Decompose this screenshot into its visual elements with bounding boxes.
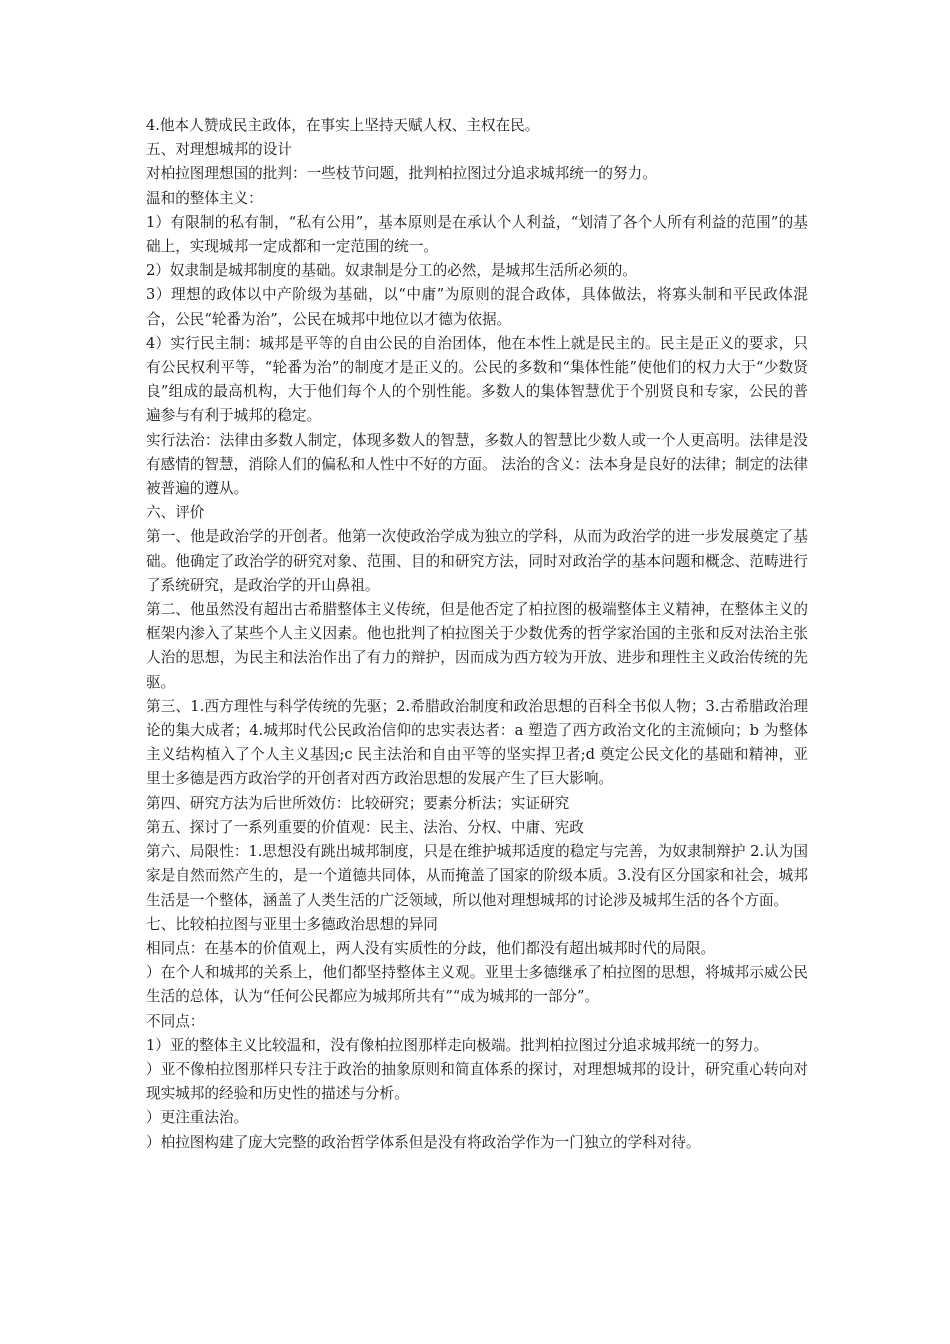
paragraph-evaluation-first: 第一、他是政治学的开创者。他第一次使政治学成为独立的学科，从而为政治学的进一步发展奠定了基础。他确定了政治学的研究对象、范围、目的和研究方法，同时对政治学的基本问题和概念、范畴进行了系统研究，是政治学的开山鼻祖。 [146,528,808,594]
section-heading-comparison: 七、比较柏拉图与亚里士多德政治思想的异同 [146,915,438,933]
paragraph-democracy: 4）实行民主制：城邦是平等的自由公民的自治团体，他在本性上就是民主的。民主是正义的要求，只有公民权利平等，“轮番为治”的制度才是正义的。公民的多数和“集体性能”使他们的权力大于“少数贤良”组成的最高机构，大于他们每个人的个别性能。多数人的集体智慧优于个别贤良和专家，公民的普遍参与有利于城邦的稳定。 [146,334,808,425]
paragraph-individual-city-relation: ）在个人和城邦的关系上，他们都坚持整体主义观。亚里士多德继承了柏拉图的思想，将城邦示威公民生活的总体，认为“任何公民都应为城邦所共有”“成为城邦的一部分”。 [146,964,808,1006]
paragraph-evaluation-fourth: 第四、研究方法为后世所效仿：比较研究；要素分析法；实证研究 [146,794,570,812]
paragraph-evaluation-sixth: 第六、局限性：1.思想没有跳出城邦制度，只是在维护城邦适度的稳定与完善，为奴隶制辩护 2.认为国家是自然而然产生的，是一个道德共同体，从而掩盖了国家的阶级本质。3.没有区分国家和社会，城邦生活是一个整体，涵盖了人类生活的广泛领域，所以他对理想城邦的讨论涉及城邦生活的各个方面。 [146,843,808,909]
paragraph-democracy-stance: 4.他本人赞成民主政体，在事实上坚持天赋人权、主权在民。 [146,117,540,134]
paragraph-difference-moderate: 1）亚的整体主义比较温和，没有像柏拉图那样走向极端。批判柏拉图过分追求城邦统一的努力。 [146,1036,769,1054]
paragraph-difference-empirical: ）亚不像柏拉图那样只专注于政治的抽象原则和简直体系的探讨，对理想城邦的设计，研究重心转向对现实城邦的经验和历史性的描述与分析。 [146,1060,808,1103]
paragraph-critique-of-republic: 对柏拉图理想国的批判：一些枝节问题，批判柏拉图过分追求城邦统一的努力。 [146,165,657,183]
paragraph-rule-of-law: 实行法治：法律由多数人制定，体现多数人的智慧，多数人的智慧比少数人或一个人更高明。法律是没有感情的智慧，消除人们的偏私和人性中不好的方面。 法治的含义：法本身是良好的法律；制定的法律被普遍的遵从。 [146,431,808,498]
document-body [146,114,808,1155]
paragraph-moderate-holism-label: 温和的整体主义： [146,189,263,207]
paragraph-differences-label: 不同点： [146,1012,205,1030]
paragraph-similarities: 相同点：在基本的价值观上，两人没有实质性的分歧，他们都没有超出城邦时代的局限。 [146,939,716,957]
paragraph-limited-private-property: 1）有限制的私有制，“私有公用”，基本原则是在承认个人利益，“划清了各个人所有利益的范围”的基础上，实现城邦一定成都和一定范围的统一。 [146,213,808,256]
paragraph-evaluation-second: 第二、他虽然没有超出古希腊整体主义传统，但是他否定了柏拉图的极端整体主义精神，在整体主义的框架内渗入了某些个人主义因素。他也批判了柏拉图关于少数优秀的哲学家治国的主张和反对法治主张人治的思想，为民主和法治作出了有力的辩护，因而成为西方较为开放、进步和理性主义政治传统的先驱。 [146,601,808,691]
paragraph-evaluation-fifth: 第五、探讨了一系列重要的价值观：民主、法治、分权、中庸、宪政 [146,818,584,836]
paragraph-slavery-basis: 2）奴隶制是城邦制度的基础。奴隶制是分工的必然，是城邦生活所必须的。 [146,262,637,280]
paragraph-evaluation-third: 第三、1.西方理性与科学传统的先驱；2.希腊政治制度和政治思想的百科全书似人物；3.古希腊政治理论的集大成者；4.城邦时代公民政治信仰的忠实表达者：a 塑造了西方政治文化的主流倾向；b 为整体主义结构植入了个人主义基因;c 民主法治和自由平等的坚实捍卫者;d 奠定公民文化的基础和精神，亚里士多德是西方政治学的开创者对西方政治思想的发展产生了巨大影响。 [146,697,808,788]
section-heading-evaluation: 六、评价 [146,504,205,522]
paragraph-difference-discipline: ）柏拉图构建了庞大完整的政治哲学体系但是没有将政治学作为一门独立的学科对待。 [146,1133,701,1151]
section-heading-ideal-city-design: 五、对理想城邦的设计 [146,141,292,159]
paragraph-difference-rule-of-law: ）更注重法治。 [146,1109,249,1127]
paragraph-middle-class-polity: 3）理想的政体以中产阶级为基础，以“中庸”为原则的混合政体，具体做法，将寡头制和平民政体混合，公民“轮番为治”，公民在城邦中地位以才德为依据。 [146,286,808,328]
